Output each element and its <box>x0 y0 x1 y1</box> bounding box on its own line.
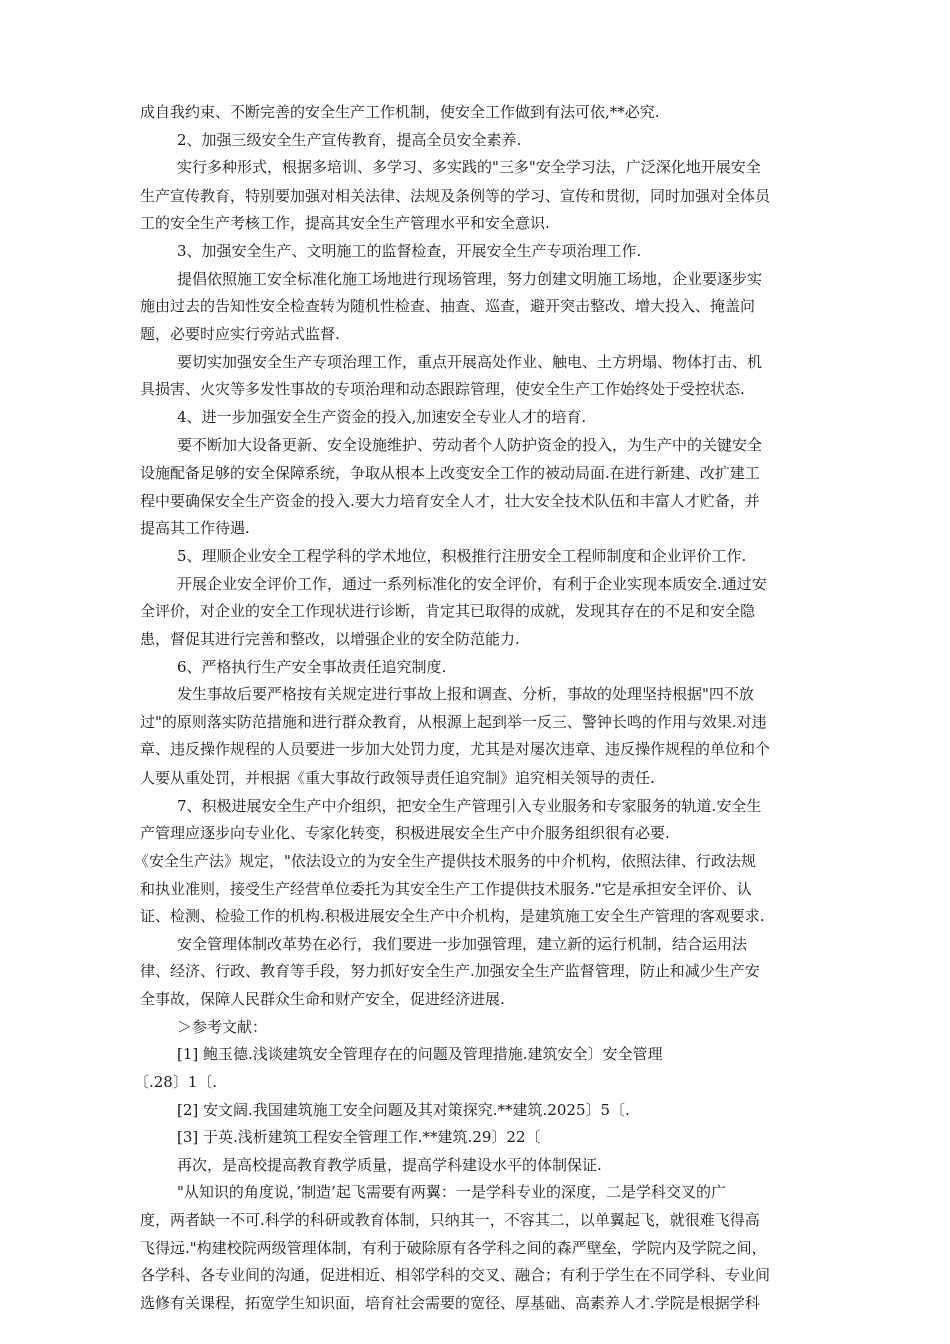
text-line: 开展企业安全评价工作，通过一系列标准化的安全评价，有利于企业实现本质安全.通过安 <box>177 574 767 593</box>
text-line: 律、经济、行政、教育等手段，努力抓好安全生产.加强安全生产监督管理，防止和减少生产安 <box>140 962 760 981</box>
text-line: 实行多种形式，根据多培训、多学习、多实践的"三多"安全学习法，广泛深化地开展安全 <box>177 158 761 177</box>
text-line: 7、积极进展安全生产中介组织，把安全生产管理引入专业服务和专家服务的轨道.安全生 <box>177 796 762 815</box>
text-line: 发生事故后要严格按有关规定进行事故上报和调查、分析，事故的处理坚持根据"四不放 <box>177 685 754 704</box>
text-line: 选修有关课程，拓宽学生知识面，培育社会需要的宽径、厚基础、高素养人才.学院是根据学科 <box>140 1294 760 1312</box>
text-line: 成自我约束、不断完善的安全生产工作机制，使安全工作做到有法可依,**必究. <box>140 103 660 121</box>
text-line: 章、违反操作规程的人员要进一步加大处罚力度，尤其是对屡次违章、违反操作规程的单位和个 <box>140 740 771 759</box>
text-line: "从知识的角度说，’制造’起飞需要有两翼：一是学科专业的深度，二是学科交叉的广 <box>177 1183 726 1202</box>
text-line: 程中要确保安全生产资金的投入.要大力培育安全人才，壮大安全技术队伍和丰富人才贮备，并 <box>140 491 760 510</box>
text-line: 设施配备足够的安全保障系统，争取从根本上改变安全工作的被动局面.在进行新建、改扩建工 <box>140 464 760 483</box>
text-line: 生产宣传教育，特别要加强对相关法律、法规及条例等的学习、宣传和贯彻，同时加强对全体员 <box>140 186 771 205</box>
text-line: 提高其工作待遇. <box>140 519 250 538</box>
text-line: 5、理顺企业安全工程学科的学术地位，积极推行注册安全工程师制度和企业评价工作. <box>177 547 747 565</box>
text-line: 施由过去的告知性安全检查转为随机性检查、抽查、巡查，避开突击整改、增大投入、掩盖问 <box>140 297 756 316</box>
text-line: 要不断加大设备更新、安全设施维护、劳动者个人防护资金的投入，为生产中的关键安全 <box>177 435 763 454</box>
text-line: 题，必要时应实行旁站式监督. <box>140 325 340 343</box>
text-line: 具损害、火灾等多发性事故的专项治理和动态跟踪管理，使安全生产工作始终处于受控状态. <box>140 380 745 399</box>
text-line: 2、加强三级安全生产宣传教育，提高全员安全素养. <box>177 130 522 149</box>
text-line: 各学科、各专业间的沟通，促进相近、相邻学科的交叉、融合；有利于学生在不同学科、专业间 <box>140 1266 771 1285</box>
text-line: 提倡依照施工安全标准化施工场地进行现场管理，努力创建文明施工场地，企业要逐步实 <box>177 269 763 288</box>
text-line: 全评价，对企业的安全工作现状进行诊断，肯定其已取得的成就，发现其存在的不足和安全隐 <box>140 602 756 621</box>
text-line: 6、严格执行生产安全事故责任追究制度. <box>177 657 447 676</box>
text-line: 3、加强安全生产、文明施工的监督检查，开展安全生产专项治理工作. <box>177 242 642 261</box>
text-line: [1] 鲍玉德.浅谈建筑安全管理存在的问题及管理措施.建筑安全〕安全管理 <box>177 1045 663 1064</box>
text-line: 4、进一步加强安全生产资金的投入,加速安全专业人才的培育. <box>177 407 587 426</box>
text-line: 度，两者缺一不可.科学的科研或教育体制，只纳其一，不容其二，以单翼起飞，就很难飞得高 <box>140 1211 760 1230</box>
text-line: 《安全生产法》规定，"依法设立的为安全生产提供技术服务的中介机构，依照法律、行政法规 <box>134 851 756 870</box>
text-line: 〔.28〕1〔. <box>134 1072 218 1091</box>
text-line: 和执业准则，接受生产经营单位委托为其安全生产工作提供技术服务."它是承担安全评价、认 <box>140 879 752 898</box>
text-line: [3] 于英.浅析建筑工程安全管理工作.**建筑.29〕22〔 <box>177 1128 541 1147</box>
text-line: 工的安全生产考核工作，提高其安全生产管理水平和安全意识. <box>140 214 550 233</box>
text-line: 安全管理体制改革势在必行，我们要进一步加强管理，建立新的运行机制，结合运用法 <box>177 934 748 953</box>
text-line: [2] 安文阔.我国建筑施工安全问题及其对策探究.**建筑.2025〕5〔. <box>177 1100 630 1119</box>
text-line: 过"的原则落实防范措施和进行群众教育，从根源上起到举一反三、警钟长鸣的作用与效果.对违 <box>140 712 767 731</box>
text-line: 证、检测、检验工作的机构.积极进展安全生产中介机构，是建筑施工安全生产管理的客观要求. <box>140 907 765 926</box>
text-line: 要切实加强安全生产专项治理工作，重点开展高处作业、触电、土方坍塌、物体打击、机 <box>177 352 763 371</box>
text-line: 飞得远."构建校院两级管理体制，有利于破除原有各学科之间的森严壁垒，学院内及学院之间， <box>140 1238 767 1257</box>
text-line: 再次，是高校提高教育教学质量，提高学科建设水平的体制保证. <box>177 1155 602 1174</box>
text-line: 患，督促其进行完善和整改，以增强企业的安全防范能力. <box>140 629 520 648</box>
text-line: 产管理应逐步向专业化、专家化转变，积极进展安全生产中介服务组织很有必要. <box>140 824 670 843</box>
text-line: 全事故，保障人民群众生命和财产安全，促进经济进展. <box>140 990 505 1009</box>
text-line: 人要从重处罚，并根据《重大事故行政领导责任追究制》追究相关领导的责任. <box>140 769 655 787</box>
text-line: ＞参考文献： <box>177 1017 268 1036</box>
